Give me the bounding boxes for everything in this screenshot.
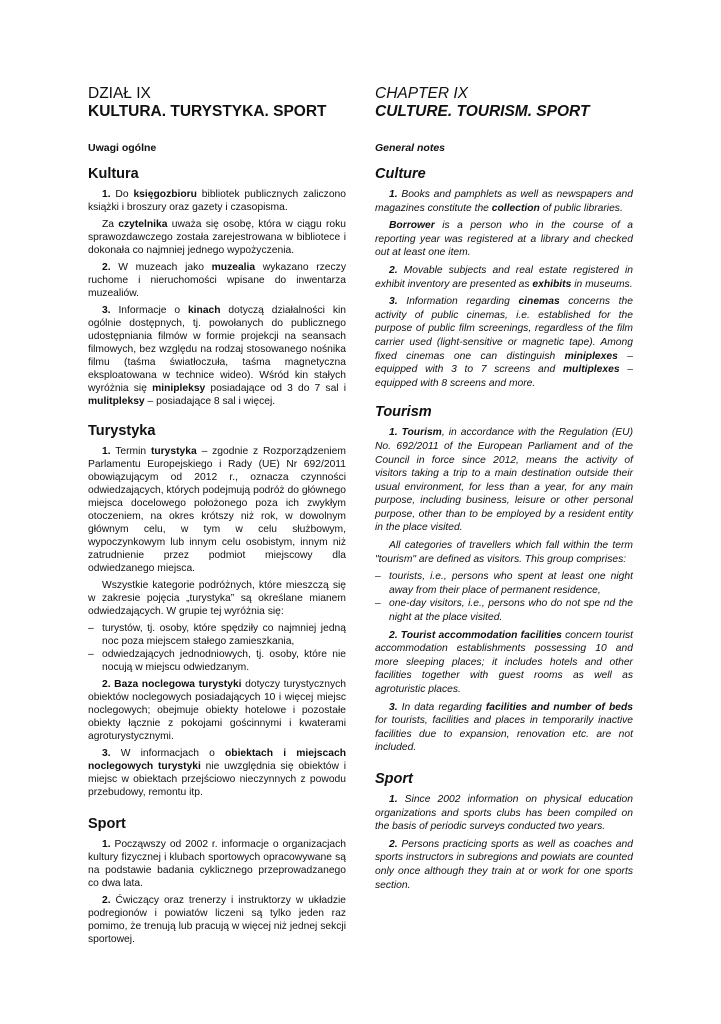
visitor-category-list [88,622,346,674]
culture-heading: Culture [375,166,426,182]
tourism-note-2: 2. Baza noclegowa turystyki dotyczy turystycznych obiektów noclegowych posiadających 10 i więcej miejsc noclegowych; obejmuje obiekty hotelowe i pozostałe obiekty łącznie z pokojami gościnnymi i kwaterami agroturystycznymi. [88,679,346,742]
tourism-note-2: 2. Tourist accommodation facilities concern tourist accommodation establishments possessing 10 and more sleeping places; it includes hotels and other facilities together with guest rooms as well as agroturistic places. [375,629,633,695]
tourism-note-1: 1. Tourism, in accordance with the Regulation (EU) No. 692/2011 of the European Parliament and of the Council in force since 2012, means the activity of visitors taking a trip to a main destination outside their usual environment, for less than a year, for any main purpose, including business, leisure or other personal purpose, other than to be employed by a resident entity in the place visited. [375,427,633,534]
tourism-note-1: 1. Termin turystyka – zgodnie z Rozporządzeniem Parlamentu Europejskiego i Rady (UE) Nr 692/2011 obowiązującym od 2012 r., oznacza czynności odwiedzających, których podejmują podróż do głównego miejsca docelowego położonego poza ich zwykłym otoczeniem, na okres krótszy niż rok, w dowolnym głównym celu, w tym w celu służbowym, wypoczynkowym lub innym celu osobistym, innym niż zatrudnienie przez podmiot miejscowy dla odwiedzanego miejsca. [88,446,346,574]
polish-column [88,85,346,950]
list-item: – odwiedzających jednodniowych, tj. osoby, które nie nocują w miejscu odwiedzanym. [88,648,346,674]
culture-heading: Kultura [88,166,139,182]
tourism-note-1b: All categories of travellers which fall within the term "tourism" are defined as visitors. This group comprises: [375,540,633,565]
tourism-heading: Turystyka [88,423,156,439]
culture-note-1b: Borrower is a person who in the course of a reporting year was registered at a library and checked out at least one item. [375,220,633,259]
sport-heading: Sport [375,770,413,787]
english-column [375,85,633,896]
list-item: – tourists, i.e., persons who spent at least one night away from their place of permanent residence, [375,570,633,597]
chapter-number: DZIAŁ IX [88,85,151,102]
chapter-number: CHAPTER IX [375,85,469,102]
culture-note-1: 1. Do księgozbioru bibliotek publicznych zaliczono książki i broszury oraz gazety i czasopisma. [88,189,347,213]
list-item: – turystów, tj. osoby, które spędziły co najmniej jedną noc poza miejscem stałego zamieszkania, [88,622,346,648]
visitor-category-list [375,570,633,624]
sport-note-1: 1. Począwszy od 2002 r. informacje o organizacjach kultury fizycznej i klubach sportowych opracowywane są na podstawie badania cyklicznego przeprowadzanego co dwa lata. [88,839,346,889]
tourism-note-3: 3. In data regarding facilities and number of beds for tourists, facilities and places in temporarily inactive facilities due to expansion, renovation etc. are not included. [375,701,634,754]
chapter-title: KULTURA. TURYSTYKA. SPORT [88,103,327,120]
culture-note-1b: Za czytelnika uważa się osobę, która w ciągu roku sprawozdawczego została zarejestrowana w bibliotece i dokonała co najmniej jednego wypożyczenia. [88,219,346,256]
culture-note-2: 2. Movable subjects and real estate registered in exhibit inventory are presented as exhibits in museums. [375,264,633,290]
sport-note-2: 2. Ćwiczący oraz trenerzy i instruktorzy w układzie podregionów i powiatów liczeni są tylko jeden raz pomimo, że trenują lub pracują w więcej niż jednej sekcji sportowej. [88,895,346,945]
culture-note-3: 3. Informacje o kinach dotyczą działalności kin ogólnie dostępnych, tj. powołanych do publicznego udostępniania filmów w formie projekcji na seansach filmowych, bez względu na rodzaj stosowanego nośnika filmu (taśma światłoczuła, taśma magnetyczna eksploatowana w technice wideo). Wśród kin stałych wyróżnia się minipleksy posiadające od 3 do 7 sal i mulitpleksy – posiadające 8 sal i więcej. [88,305,346,407]
chapter-title: CULTURE. TOURISM. SPORT [375,103,590,120]
sport-note-1: 1. Since 2002 information on physical education organizations and sports clubs has been compiled on the basis of periodic surveys conducted two years. [375,793,633,833]
general-notes-heading: Uwagi ogólne [88,142,157,154]
sport-note-2: 2. Persons practicing sports as well as coaches and sports instructors in subregions and powiats are counted only once although they train at or work for one sports section. [375,838,633,891]
general-notes-heading: General notes [375,142,446,154]
culture-note-1: 1. Books and pamphlets as well as newspapers and magazines constitute the collection of public libraries. [375,189,633,214]
sport-heading: Sport [88,816,126,832]
culture-note-2: 2. W muzeach jako muzealia wykazano rzeczy ruchome i nieruchomości wpisane do inwentarza muzealiów. [88,262,346,299]
tourism-note-1b: Wszystkie kategorie podróżnych, które mieszczą się w zakresie pojęcia „turystyka” są określane mianem odwiedzających. W grupie tej wyróżnia się: [88,580,346,617]
list-item: – one-day visitors, i.e., persons who do not spe nd the night at the place visited. [375,597,633,624]
culture-note-3: 3. Information regarding cinemas concerns the activity of public cinemas, i.e. established for the purpose of public film screenings, regardless of the film carrier used (light-sensitive or magnetic tape). Among fixed cinemas one can distinguish miniplexes – equipped with 3 to 7 screens and multiplexes – equipped with 8 screens and more. [375,296,633,389]
tourism-heading: Tourism [375,404,432,421]
tourism-note-3: 3. W informacjach o obiektach i miejscach noclegowych turystyki nie uwzględnia się obiektów i miejsc w obiektach przejściowo nieczynnych z powodu przebudowy, remontu itp. [88,748,347,798]
